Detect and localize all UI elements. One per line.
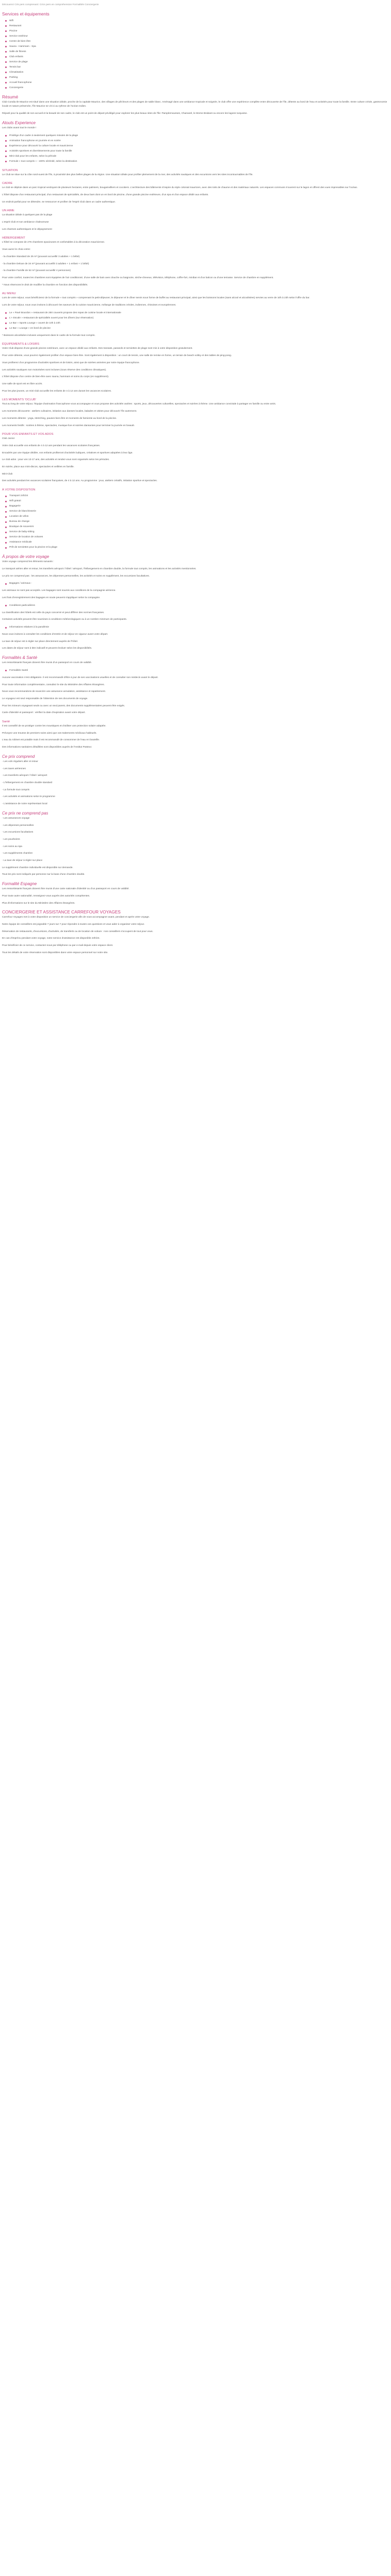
list-item: Restaurant: [8, 24, 389, 29]
list-item: - Les soins au spa: [2, 845, 22, 848]
moments-paragraph: Les moments festifs : soirées à thème, spectacles, musique live et soirées dansantes pour terminer la journée en beauté.: [2, 424, 135, 427]
list-item: Assistance médicale: [8, 540, 389, 545]
apropos-list: [2, 603, 389, 608]
cadre-heading: CADRE: [2, 182, 13, 185]
resume-heading: Résumé: [2, 94, 19, 99]
fournis-heading: À VOTRE DISPOSITION: [2, 488, 36, 492]
apropos-paragraph: Le prix ne comprend pas : les assurances, les dépenses personnelles, les activités et soins en supplément, les excursions facultatives.: [2, 574, 150, 578]
apropos-paragraph: Le transport aérien aller et retour, les transferts aéroport / hôtel / aéroport, l'hébergement en chambre double, la formule tout compris, les animations et les activités mentionnées.: [2, 567, 197, 570]
vousenf-subtitle: Club Junior: [2, 437, 15, 440]
situation-heading: SITUATION: [2, 168, 18, 172]
comprend-heading: Ce prix comprend: [2, 754, 35, 759]
formalite2-heading: Formalité Espagne: [2, 882, 37, 887]
list-item: Wifi: [8, 19, 389, 24]
situation-paragraph: Le Club se situe sur la côte nord-ouest de l'île, à proximité des plus belles plages de la région. Une situation idéale pour profiter pleinement de la mer, des activités nautiques et des excursions vers les sites incontournables de l'île.: [2, 173, 253, 176]
apropos-paragraph: Les animaux ne sont pas acceptés. Les bagages sont soumis aux conditions de la compagnie aérienne.: [2, 589, 116, 592]
list-item: - L'hébergement en chambre double standard: [2, 782, 53, 784]
page: [0, 0, 391, 962]
list-item: Salle de fitness: [8, 49, 389, 55]
list-item: Club enfants: [8, 55, 389, 60]
list-item: - Les suppléments chambre: [2, 852, 33, 855]
list-item: Sauna - Hammam - Spa: [8, 44, 389, 49]
concierge-paragraph: En cas d'imprévu pendant votre voyage, notre service d'assistance est disponible 24h/24.: [2, 937, 100, 940]
equip-paragraph: Vous profiterez d'un programme d'activités sportives et de loisirs, ainsi que de soirées animées par notre équipe francophone.: [2, 361, 140, 364]
sante-paragraph: L'eau du robinet est potable mais il est recommandé de consommer de l'eau en bouteille.: [2, 739, 100, 742]
moments-paragraph: Les moments détente : yoga, stretching, pauses bien-être et moments de farniente au bord de la piscine.: [2, 417, 117, 420]
concierge-paragraph: Pour bénéficier de ce service, contactez-nous par téléphone ou par e-mail depuis votre espace client.: [2, 944, 113, 947]
list-item: Activités sportives et divertissements pour toute la famille: [8, 149, 389, 154]
list-item: - Les pourboires: [2, 838, 20, 841]
ame-heading: UN AIME: [2, 209, 14, 213]
list-item: Bagages / animaux :: [8, 581, 389, 586]
formalites-paragraph: Le voyageur est seul responsable de l'obtention de ses documents de voyage.: [2, 697, 88, 700]
list-item: Accueil francophone: [8, 80, 389, 86]
list-item: Privilège d'un cadre à seulement quelques minutes de la plage: [8, 133, 389, 139]
list-item: L'« Escale » restaurant de spécialités ouvert pour les dîners (sur réservation): [8, 316, 389, 321]
services-heading: Services et équipements: [2, 11, 50, 16]
list-item: Tennis bar: [8, 65, 389, 70]
apropos-list: [2, 625, 389, 630]
list-item: Piscine: [8, 29, 389, 34]
vousenf-paragraph: En soirée, place aux mini-discos, spectacles et veillées en famille.: [2, 466, 74, 469]
list-item: - Les dépenses personnelles: [2, 824, 34, 827]
list-item: Formule « tout compris » : 100% sérénité, selon la destination: [8, 159, 389, 164]
apropos-paragraph: Certaines activités peuvent être soumises à conditions météorologiques ou à un nombre minimum de participants.: [2, 618, 127, 621]
sante-paragraph: Des informations sanitaires détaillées sont disponibles auprès de l'Institut Pasteur.: [2, 746, 92, 749]
concierge-paragraph: Tous les détails de votre réservation sont disponibles dans votre espace personnel sur notre site.: [2, 951, 108, 954]
apropos-paragraph: Les frais d'enregistrement des bagages en soute peuvent s'appliquer selon la compagnie.: [2, 596, 101, 599]
concierge-paragraph: Réservation de restaurants, d'excursions, d'activités, de transferts ou de location de voiture : nos conseillers s'occupent de tout pour vous.: [2, 930, 153, 933]
cadre-paragraph: L'hôtel dispose d'un restaurant principal, d'un restaurant de spécialités, de deux bars dont un en bord de piscine, d'une grande piscine extérieure, d'un spa et d'un espace dédié aux enfants.: [2, 193, 209, 196]
formalites-paragraph: Les ressortissants français doivent être munis d'un passeport en cours de validité.: [2, 662, 92, 665]
apropos-paragraph: Les dates de séjour sont à titre indicatif et peuvent évoluer selon les disponibilités.: [2, 647, 92, 650]
formalite2-paragraph: Les ressortissants français doivent être munis d'une carte nationale d'identité ou d'un passeport en cours de validité.: [2, 888, 129, 891]
list-item: Bagagerie: [8, 504, 389, 509]
list-item: - la chambre Standard de 25 m² (pouvant accueillir 3 adultes + 1 bébé): [2, 255, 80, 258]
formalites-paragraph: Pour les mineurs voyageant seuls ou avec un seul parent, des documents supplémentaires peuvent être exigés.: [2, 704, 125, 707]
formalites-list: [2, 668, 389, 673]
apropos-paragraph: La classification des hôtels est celle du pays concerné et peut différer des normes françaises.: [2, 611, 105, 614]
apropos-paragraph: Votre voyage comprend les éléments suivants :: [2, 561, 54, 564]
concierge-paragraph: Carrefour Voyages met à votre disposition un service de conciergerie afin de vous accompagner avant, pendant et après votre voyage.: [2, 916, 150, 919]
formalite2-paragraph: Plus d'informations sur le site du Ministère des Affaires étrangères.: [2, 902, 75, 905]
list-item: Bureau de change: [8, 519, 389, 524]
list-item: La situation idéale à quelques pas de la plage: [2, 214, 53, 217]
list-item: - Les activités et animations selon le programme: [2, 795, 55, 799]
apropos-heading: À propos de votre voyage: [2, 554, 50, 560]
equip-paragraph: Une salle de sport est en libre accès.: [2, 382, 43, 385]
formalites-paragraph: Carte d'identité et passeport : vérifiez la date d'expiration avant votre départ.: [2, 711, 86, 715]
list-item: Location de vélos: [8, 514, 389, 519]
menu-list: [2, 311, 389, 331]
hebergement-paragraph: Vous aurez le choix entre:: [2, 248, 31, 251]
services-list: [2, 19, 389, 91]
menu-note: * Boissons alcoolisées incluses uniquement dans le cadre de la formule tout compris.: [2, 334, 95, 337]
sante-paragraph: Prévoyez une trousse de premiers soins ainsi que vos traitements médicaux habituels.: [2, 732, 97, 735]
list-item: Boutique de souvenirs: [8, 524, 389, 530]
list-item: Informations relatives à la pandémie: [8, 625, 389, 630]
hebergement-paragraph: L'hôtel se compose de 276 chambres spacieuses et confortables à la décoration mauricienne.: [2, 241, 105, 244]
apropos-paragraph: La taxe de séjour est à régler sur place directement auprès de l'hôtel.: [2, 640, 78, 643]
atouts-list: [2, 133, 389, 164]
equip-heading: ÉQUIPEMENTS & LOISIRS: [2, 343, 40, 346]
list-item: Le Bar « Sports Lounge » ouvert de 10h à 23h: [8, 321, 389, 326]
formalites-heading: Formalités & Santé: [2, 655, 38, 660]
list-item: Climatisation: [8, 70, 389, 75]
list-item: Animation francophone en journée et en soirée: [8, 139, 389, 144]
list-item: Service de baby-sitting: [8, 530, 389, 535]
list-item: Conciergerie: [8, 86, 389, 91]
hebergement-paragraph: Pour votre confort, toutes les chambres sont équipées de l'air conditionné, d'une salle de bain avec douche ou baignoire, sèche-cheveux, télévision, téléphone, coffre-fort, minibar et d'un balcon ou d'une terrasse. Service de chambre en supplément.: [2, 276, 274, 279]
hebergement-heading: HÉBERGEMENT: [2, 236, 25, 240]
list-item: - Les taxes aériennes: [2, 767, 26, 770]
equip-paragraph: L'hôtel dispose d'un centre de bien-être avec sauna, hammam et soins du corps (en supplément).: [2, 376, 109, 379]
formalites-paragraph: Aucune vaccination n'est obligatoire. Il est recommandé d'être à jour de ses vaccinations usuelles et de consulter son médecin avant le départ.: [2, 676, 158, 679]
list-item: - Les excursions facultatives: [2, 831, 34, 834]
list-item: - la chambre Deluxe de 34 m² (pouvant accueillir 3 adultes + 1 enfant + 1 bébé): [2, 262, 89, 265]
resume-paragraph: Réputé pour la qualité de son accueil et la beauté de son cadre, le club est un point de départ privilégié pour explorer les plus beaux sites de l'île: Pamplemousses, Chamarel, le Morne Brabant ou encore les lagons turquoise.: [2, 112, 248, 115]
list-item: - Les assurances voyage: [2, 817, 30, 820]
vousenf-heading: POUR VOS ENFANTS ET VOS ADOS: [2, 433, 54, 436]
list-item: Prêt de serviettes pour la piscine et la plage: [8, 545, 389, 550]
concierge-heading: CONCIERGERIE ET ASSISTANCE CARREFOUR VOYAGES: [2, 909, 121, 915]
list-item: - Les vols réguliers aller et retour: [2, 760, 38, 763]
vousenf-paragraph: Mini-Club: [2, 472, 13, 476]
list-item: - la chambre Famille de 52 m² (pouvant accueillir 4 personnes): [2, 269, 71, 273]
intro-text: Découvrez Cris pers comprenant: Crics pers en comprehension Formalités Conciergerie: [2, 4, 99, 6]
list-item: Expérience pour découvrir la culture locale et mauricienne: [8, 144, 389, 149]
vousenf-paragraph: Des activités pendant les vacances scolaires françaises, de 4 à 12 ans. Au programme : jeux, ateliers créatifs, initiation sportive et spectacles.: [2, 480, 158, 483]
cadre-paragraph: Le club se déploie dans un parc tropical verdoyant de plusieurs hectares, entre palmiers, bougainvilliers et cocotiers. L'architecture des bâtiments s'inspire du style colonial mauricien, avec des toits de chaume et des matériaux naturels. Les espaces communs s'ouvrent sur le lagon et offrent des vues imprenables sur l'océan.: [2, 187, 358, 190]
nepas-heading: Ce prix ne comprend pas: [2, 810, 48, 816]
equip-paragraph: Votre Club dispose d'une grande piscine extérieure, avec un espace dédié aux enfants. Des transats, parasols et serviettes de plage sont mis à votre disposition gratuitement.: [2, 347, 193, 350]
list-item: Les charmes authentiques et le dépaysement: [2, 228, 52, 231]
resume-paragraph: Club Coralia Ile Maurice est situé dans une situation idéale, proche de la capitale Maurice, des villages de pêcheurs et des plages de sable blanc. Aménagé dans une ambiance tropicale et soignée, le club offre une expérience complète entre découverte de l'île, détente au bord de l'eau et activités pour toute la famille. Entre culture créole, gastronomie locale et nature préservée, l'île Maurice se vit ici au rythme de l'océan Indien.: [2, 100, 387, 108]
concierge-paragraph: Notre équipe de conseillers est joignable 7 jours sur 7 pour répondre à toutes vos questions et vous aider à organiser votre séjour.: [2, 923, 145, 926]
vousenf-paragraph: Votre club accueille vos enfants de 4 à 12 ans pendant les vacances scolaires françaises.: [2, 444, 101, 447]
sante-heading: Santé: [2, 720, 10, 724]
list-item: Mini-club pour les enfants, selon la période: [8, 154, 389, 159]
list-item: Centre de bien-être: [8, 39, 389, 44]
nepas-paragraph: Le supplément chambre individuelle est disponible sur demande.: [2, 866, 73, 869]
list-item: - La taxe de séjour à régler sur place: [2, 859, 43, 862]
equip-paragraph: Les activités nautiques non motorisées sont incluses (sous réserve des conditions climatiques).: [2, 368, 107, 371]
list-item: Service de location de voitures: [8, 535, 389, 540]
list-item: Service de blanchisserie: [8, 509, 389, 514]
moments-heading: LES MOMENTS 'OCLUB': [2, 398, 36, 402]
list-item: Service de plage: [8, 60, 389, 65]
moments-paragraph: Les moments découverte : ateliers culinaires, initiation aux danses locales, balades et visites pour découvrir l'île autrement.: [2, 410, 137, 413]
hebergement-note: * Nous réservons le droit de modifier la chambre en fonction des disponibilités.: [2, 283, 88, 286]
list-item: Parking: [8, 75, 389, 80]
list-item: - L'assistance de notre représentant local: [2, 803, 47, 806]
menu-paragraph: Lors de votre séjour, nous vous invitons à découvrir les saveurs de la cuisine mauricienne, mélange de traditions créoles, indiennes, chinoises et européennes.: [2, 304, 176, 307]
equip-paragraph: Pour les plus jeunes, un mini-club accueille les enfants de 4 à 12 ans durant les vacances scolaires.: [2, 389, 112, 393]
atouts-subtitle: Les clubs avant tout le monde !: [2, 126, 37, 129]
moments-paragraph: Tout au long de votre séjour, l'équipe d'animation francophone vous accompagne et vous propose des activités variées : sports, jeux, découvertes culturelles, spectacles et soirées à thème. Une ambiance conviviale à partager en famille ou entre amis.: [2, 403, 276, 406]
formalites-paragraph: Pour toute information complémentaire, consultez le site du Ministère des Affaires étrangères.: [2, 683, 105, 686]
list-item: Le « Pavé Bourdon » restaurant de 250 couverts propose des repas de cuisine locale et internationale: [8, 311, 389, 316]
list-item: Transport 24h/24: [8, 494, 389, 499]
vousenf-paragraph: Le club ados : pour vos 13-17 ans, des activités et rendez-vous sont organisés selon les périodes.: [2, 459, 110, 462]
list-item: Formalités Santé: [8, 668, 389, 673]
fournis-list: [2, 494, 389, 550]
apropos-paragraph: Nous vous invitons à consulter les conditions d'entrée et de séjour en vigueur avant votre départ.: [2, 633, 108, 636]
atouts-heading: Atouts Experience: [2, 120, 36, 125]
formalites-paragraph: Nous vous recommandons de souscrire une assurance annulation, assistance et rapatriement.: [2, 690, 106, 693]
formalite2-paragraph: Pour toute autre nationalité, renseignez-vous auprès des autorités compétentes.: [2, 894, 90, 897]
list-item: - Les transferts aéroport / hôtel / aéroport: [2, 774, 47, 777]
list-item: Wifi gratuit: [8, 499, 389, 504]
list-item: L'esprit Club et son ambiance chaleureuse: [2, 221, 49, 224]
menu-heading: AU MENU: [2, 292, 16, 296]
list-item: Le Bar « Lounge » en bord de piscine: [8, 326, 389, 331]
sante-paragraph: Il est conseillé de se protéger contre les moustiques et d'utiliser une protection solaire adaptée.: [2, 725, 106, 728]
nepas-paragraph: Tous les prix sont indiqués par personne sur la base d'une chambre double.: [2, 873, 85, 876]
menu-paragraph: Lors de votre séjour, vous bénéficierez de la formule « tout compris » comprenant le petit-déjeuner, le déjeuner et le dîner servis sous forme de buffet au restaurant principal, ainsi que les boissons locales (sans alcool et alcoolisées) servies au verre de 10h à 23h selon l'offre du bar.: [2, 297, 310, 300]
list-item: Service extérieur: [8, 34, 389, 39]
equip-paragraph: Pour votre détente, vous pourrez également profiter d'un espace bien-être. Sont également à disposition : un court de tennis, une salle de remise en forme, un terrain de beach-volley et des tables de ping-pong.: [2, 354, 232, 358]
cadre-paragraph: Un endroit parfait pour se détendre, se ressourcer et profiter de l'esprit Club dans un cadre authentique.: [2, 200, 116, 204]
list-item: Conditions particulières: [8, 603, 389, 608]
vousenf-paragraph: Encadrés par une équipe dédiée, vos enfants profiteront d'activités ludiques, créatives et sportives adaptées à leur âge.: [2, 451, 133, 454]
list-item: - La formule tout compris: [2, 788, 30, 791]
apropos-list: [2, 581, 389, 586]
